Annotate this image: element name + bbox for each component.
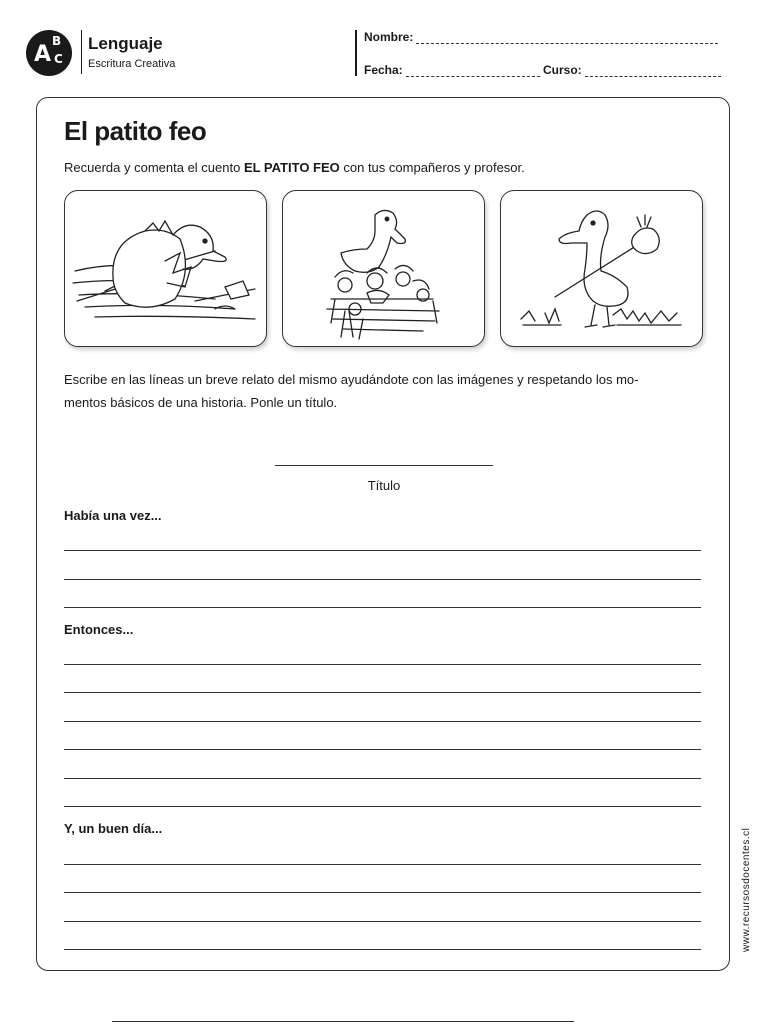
logo-letter-b: B <box>52 34 62 48</box>
duck-with-bindle-icon <box>501 191 704 348</box>
website-credit: www.recursosdocentes.cl <box>741 827 752 952</box>
intro-text-bold: EL PATITO FEO <box>243 160 340 175</box>
section-label-3: Y, un buen día... <box>64 821 163 836</box>
story-title-label: Título <box>367 478 401 493</box>
name-label: Nombre: <box>364 30 414 44</box>
instructions-line: Escribe en las líneas un breve relato del mismo ayudándote con las imágenes y respetando los mo- <box>64 372 639 387</box>
course-label: Curso: <box>543 63 582 77</box>
writing-line[interactable] <box>64 892 701 893</box>
worksheet-title: El patito feo <box>64 116 207 146</box>
logo-letter-a: A <box>34 42 52 67</box>
writing-line[interactable] <box>64 664 701 665</box>
logo-letter-c: C <box>54 52 63 66</box>
abc-logo <box>26 30 72 76</box>
course-field[interactable] <box>543 63 721 77</box>
section-label-2: Entonces... <box>64 622 134 637</box>
mother-duck-with-ducklings-icon <box>283 191 486 348</box>
name-blank-line[interactable] <box>416 33 718 44</box>
date-label: Fecha: <box>364 63 403 77</box>
writing-line[interactable] <box>64 550 701 551</box>
writing-line[interactable] <box>64 749 701 750</box>
intro-text <box>64 160 525 175</box>
date-blank-line[interactable] <box>406 66 540 77</box>
writing-line[interactable] <box>64 806 701 807</box>
subject-subtopic: Escritura Creativa <box>88 58 176 70</box>
writing-line[interactable] <box>64 579 701 580</box>
writing-line[interactable] <box>64 778 701 779</box>
writing-line[interactable] <box>64 692 701 693</box>
instructions-line: mentos básicos de una historia. Ponle un título. <box>64 395 338 410</box>
writing-line[interactable] <box>64 949 701 950</box>
duckling-hatching-egg-icon <box>65 191 268 348</box>
story-image-2 <box>282 190 485 347</box>
intro-text-start: Recuerda y comenta el cuento <box>64 160 244 175</box>
writing-line[interactable] <box>64 721 701 722</box>
course-blank-line[interactable] <box>585 66 721 77</box>
section-label-1: Había una vez... <box>64 508 162 523</box>
writing-line[interactable] <box>64 921 701 922</box>
date-field[interactable] <box>364 63 540 77</box>
intro-text-end: con tus compañeros y profesor. <box>339 160 525 175</box>
writing-line[interactable] <box>64 607 701 608</box>
subject-title: Lenguaje <box>88 34 163 53</box>
header-divider <box>355 30 357 76</box>
name-field[interactable] <box>364 30 718 44</box>
header-divider <box>81 30 82 74</box>
page-bottom-rule <box>112 1021 574 1022</box>
story-image-3 <box>500 190 703 347</box>
story-title-blank[interactable] <box>275 465 493 466</box>
writing-instructions <box>64 368 704 414</box>
writing-line[interactable] <box>64 864 701 865</box>
story-image-1 <box>64 190 267 347</box>
